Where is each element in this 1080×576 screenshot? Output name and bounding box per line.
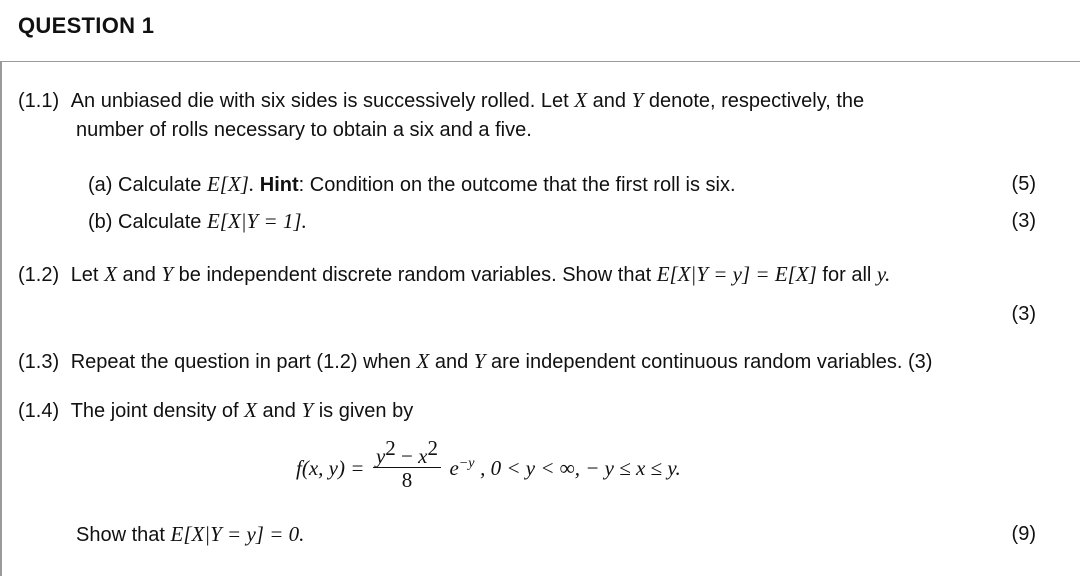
q1-4-and: and bbox=[262, 400, 296, 422]
q1-1-text-end: denote, respectively, the bbox=[648, 90, 865, 112]
formula-numerator bbox=[373, 436, 441, 468]
question-header bbox=[0, 0, 1080, 62]
q1-1-label: (1.1) bbox=[18, 90, 60, 112]
q1-2-text2: be independent discrete random variables. Show that bbox=[178, 264, 652, 286]
left-border bbox=[0, 62, 2, 576]
question-title: QUESTION 1 bbox=[18, 13, 155, 38]
q1-1-var-y: Y bbox=[631, 88, 644, 112]
q1-3-text2: are independent continuous random variables. (3) bbox=[491, 351, 933, 373]
q1-1b-points: (3) bbox=[1011, 210, 1036, 232]
q1-1-text: An unbiased die with six sides is successively rolled. Let bbox=[70, 90, 569, 112]
q1-4-show-expr: E[X|Y = y] = 0. bbox=[170, 522, 305, 546]
q1-2-points: (3) bbox=[1011, 303, 1036, 325]
exp-power: −y bbox=[458, 456, 475, 471]
q1-2-text1: Let bbox=[70, 264, 99, 286]
q1-2-expr: E[X|Y = y] = E[X] bbox=[656, 262, 817, 286]
q1-1-var-x: X bbox=[574, 88, 588, 112]
q1-4-label: (1.4) bbox=[18, 400, 60, 422]
q1-2-label: (1.2) bbox=[18, 264, 60, 286]
formula-lhs: f(x, y) = bbox=[296, 456, 365, 480]
q1-2-var-y-end: y. bbox=[876, 262, 891, 286]
num-minus: − bbox=[395, 444, 419, 468]
q1-3-text1: Repeat the question in part (1.2) when bbox=[70, 351, 411, 373]
num-base-x: x bbox=[418, 444, 428, 468]
q1-1a-hint-text: : Condition on the outcome that the first roll is six. bbox=[298, 174, 736, 196]
q1-3-label: (1.3) bbox=[18, 351, 60, 373]
q1-4-show-line bbox=[76, 522, 304, 547]
q1-1a-points: (5) bbox=[1011, 173, 1036, 195]
q1-2-var-x: X bbox=[104, 262, 117, 286]
q1-4-show-text: Show that bbox=[76, 524, 165, 546]
q1-1-line2: number of rolls necessary to obtain a six and a five. bbox=[76, 119, 532, 141]
q1-1a-hint-label: Hint bbox=[259, 174, 299, 196]
q1-4-points: (9) bbox=[1011, 523, 1036, 545]
q1-4-var-y: Y bbox=[301, 398, 314, 422]
q1-3-and: and bbox=[434, 351, 469, 373]
formula-exp bbox=[450, 456, 475, 480]
q1-2-line bbox=[18, 262, 890, 287]
q1-2-and: and bbox=[122, 264, 156, 286]
q1-1b-label: (b) Calculate bbox=[88, 211, 202, 233]
q1-1a bbox=[88, 172, 736, 197]
joint-density-formula bbox=[296, 436, 681, 492]
q1-1b-expr: E[X|Y = 1]. bbox=[206, 209, 307, 233]
q1-3-var-x: X bbox=[416, 349, 430, 373]
q1-4-var-x: X bbox=[244, 398, 257, 422]
num-exp-x: 2 bbox=[427, 436, 438, 460]
formula-denominator: 8 bbox=[401, 468, 413, 492]
exp-factor: e bbox=[449, 456, 459, 480]
q1-1a-expr: E[X]. bbox=[206, 172, 255, 196]
q1-4-line bbox=[18, 398, 413, 423]
num-base-y: y bbox=[375, 444, 386, 468]
q1-1-and: and bbox=[592, 90, 627, 112]
q1-1-line1 bbox=[18, 88, 864, 113]
num-exp-y: 2 bbox=[385, 436, 396, 460]
q1-3-var-y: Y bbox=[473, 349, 486, 373]
formula-condition: , 0 < y < ∞, − y ≤ x ≤ y. bbox=[480, 456, 681, 480]
q1-2-text3: for all bbox=[822, 264, 872, 286]
q1-3-line bbox=[18, 349, 932, 374]
q1-4-text2: is given by bbox=[318, 400, 414, 422]
formula-fraction bbox=[373, 436, 441, 492]
q1-4-text1: The joint density of bbox=[70, 400, 239, 422]
q1-1a-label: (a) Calculate bbox=[88, 174, 202, 196]
q1-1b bbox=[88, 209, 307, 234]
q1-2-var-y: Y bbox=[161, 262, 174, 286]
